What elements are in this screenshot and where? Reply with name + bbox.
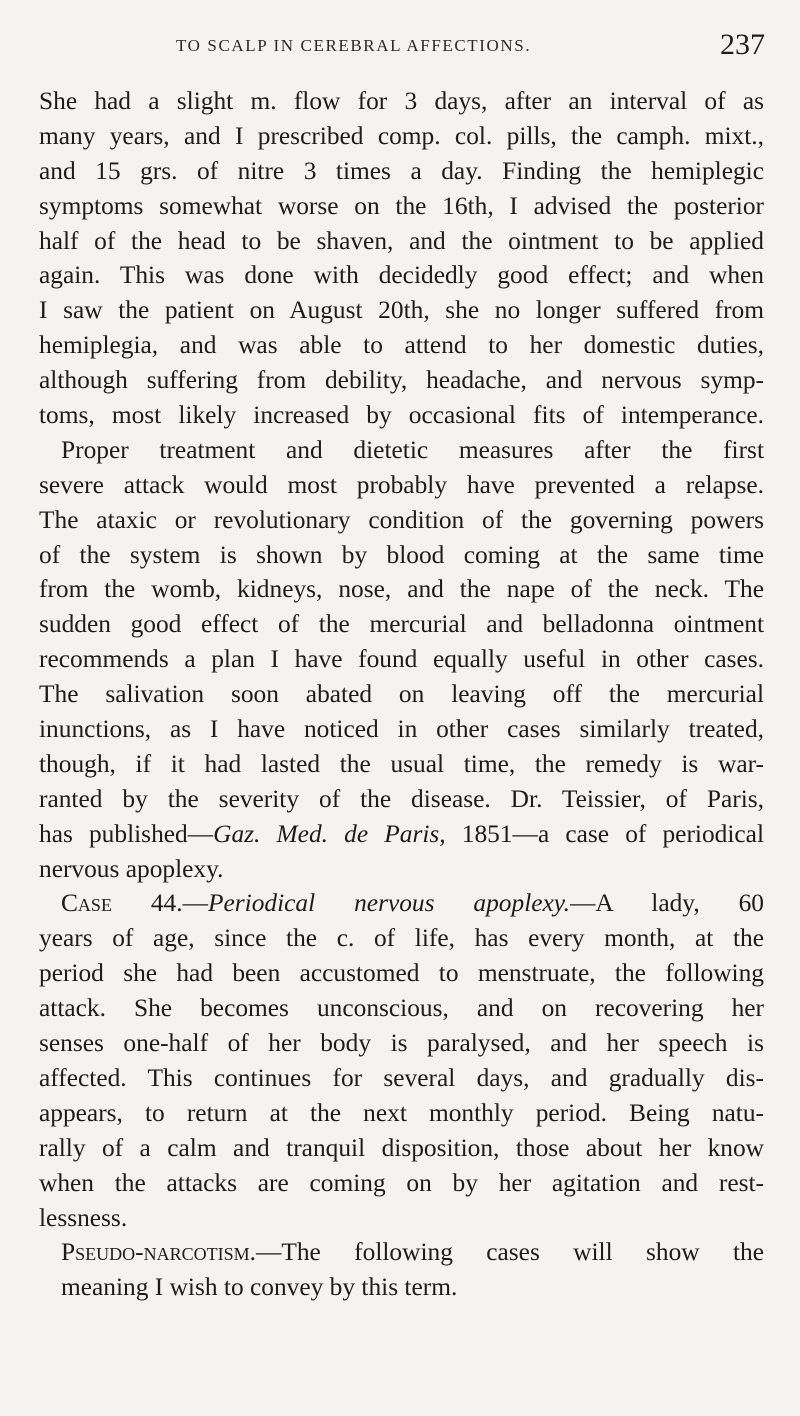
text-line: nervous apoplexy. — [39, 854, 224, 883]
text-line: when the attacks are coming on by her agitation and rest- — [39, 1168, 764, 1197]
text-line: half of the head to be shaven, and the ointment to be applied — [39, 226, 764, 255]
text-fragment: 1851—a case of periodical — [445, 819, 764, 848]
text-fragment: —A lady, 60 — [570, 889, 764, 918]
text-line — [39, 886, 764, 921]
text-line: and 15 grs. of nitre 3 times a day. Finding the hemiplegic — [39, 156, 764, 185]
page-number: 237 — [720, 28, 765, 61]
text-line: toms, most likely increased by occasional fits of intemperance. — [39, 401, 764, 430]
text-line: inunctions, as I have noticed in other cases similarly treated, — [39, 715, 764, 744]
text-line: meaning I wish to convey by this term. — [61, 1273, 458, 1302]
text-line — [39, 1235, 764, 1270]
text-line: She had a slight m. flow for 3 days, after an interval of as — [39, 87, 764, 115]
text-line: recommends a plan I have found equally useful in other cases. — [39, 645, 764, 674]
citation-italic: Gaz. Med. de Paris, — [213, 819, 446, 848]
text-line: symptoms somewhat worse on the 16th, I advised the posterior — [39, 191, 764, 220]
text-line — [39, 817, 764, 852]
text-line: from the womb, kidneys, nose, and the nape of the neck. The — [39, 575, 764, 604]
text-line: ranted by the severity of the disease. Dr. Teissier, of Paris, — [39, 784, 764, 813]
paragraph-case-44 — [39, 886, 764, 1235]
text-line: attack. She becomes unconscious, and on recovering her — [39, 994, 764, 1023]
text-line: hemiplegia, and was able to attend to her domestic duties, — [39, 331, 764, 360]
text-line: The ataxic or revolutionary condition of the governing powers — [39, 505, 764, 534]
text-line: The salivation soon abated on leaving off the mercurial — [39, 680, 764, 709]
text-line: again. This was done with decidedly good effect; and when — [39, 261, 764, 290]
text-line: severe attack would most probably have prevented a relapse. — [39, 470, 764, 499]
paragraph-1 — [39, 84, 764, 433]
text-fragment: has published— — [39, 819, 214, 848]
text-line: of the system is shown by blood coming at the same time — [39, 540, 764, 569]
text-line: period she had been accustomed to menstruate, the following — [39, 959, 764, 988]
running-head: TO SCALP IN CEREBRAL AFFECTIONS. — [176, 36, 532, 55]
text-line: years of age, since the c. of life, has every month, at the — [39, 924, 764, 953]
text-line: senses one-half of her body is paralysed, and her speech is — [39, 1029, 764, 1058]
text-line: lessness. — [39, 1203, 128, 1232]
text-line: sudden good effect of the mercurial and belladonna ointment — [39, 610, 764, 639]
paragraph-pseudo-narcotism — [39, 1235, 764, 1305]
section-heading: Pseudo-narcotism. — [61, 1238, 256, 1267]
text-line: appears, to return at the next monthly period. Being natu- — [39, 1098, 764, 1127]
body-text — [39, 84, 764, 1305]
text-line: rally of a calm and tranquil disposition, those about her know — [39, 1133, 764, 1162]
page-header — [40, 30, 765, 66]
case-title: Periodical nervous apoplexy. — [208, 889, 571, 918]
text-line: although suffering from debility, headache, and nervous symp- — [39, 366, 764, 395]
case-label: Case 44.— — [61, 889, 208, 918]
text-line: I saw the patient on August 20th, she no longer suffered from — [39, 296, 764, 325]
text-line: many years, and I prescribed comp. col. pills, the camph. mixt., — [39, 121, 764, 150]
text-line: Proper treatment and dietetic measures after the first — [61, 435, 764, 464]
paragraph-2 — [39, 433, 764, 887]
text-fragment: —The following cases will show the — [255, 1238, 764, 1267]
text-line: affected. This continues for several days, and gradually dis- — [39, 1063, 764, 1092]
text-line: though, if it had lasted the usual time, the remedy is war- — [39, 749, 764, 778]
